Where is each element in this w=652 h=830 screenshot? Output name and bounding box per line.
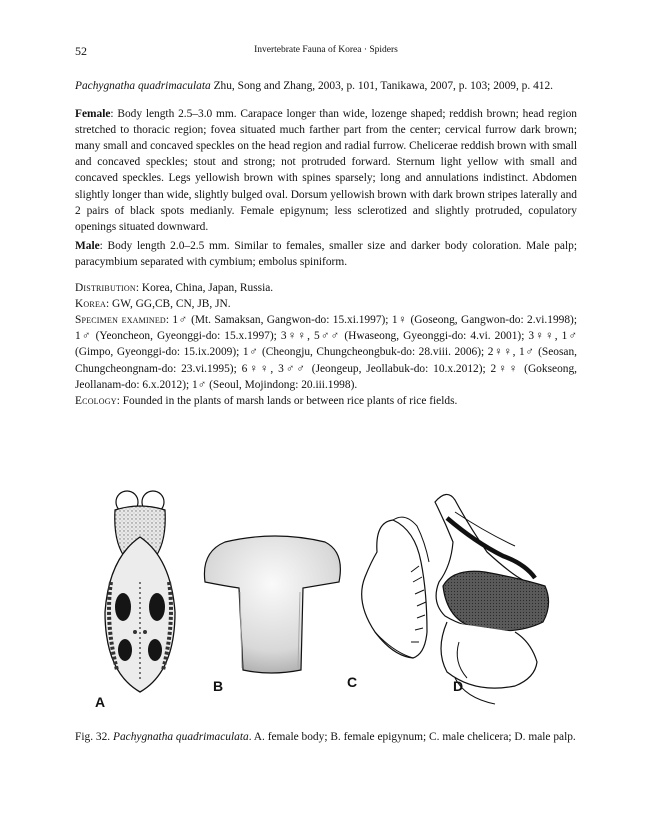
citation-rest: Zhu, Song and Zhang, 2003, p. 101, Tanikawa, 2007, p. 103; 2009, p. 412. [210,80,553,92]
distribution-paragraph [75,280,577,296]
korea-label: Korea [75,298,107,311]
caption-species: Pachygnatha quadrimaculata [112,731,249,743]
female-label: Female [75,108,111,121]
male-label: Male [75,239,100,252]
panel-a-female-body [105,491,175,692]
distribution-label: Distribution [75,282,136,295]
specimens-paragraph [75,312,577,392]
panel-c-male-chelicera [362,517,429,658]
figure-caption [75,730,577,746]
female-text: : Body length 2.5–3.0 mm. Carapace longer than wide, lozenge shaped; reddish brown; head region stretched to thoracic region; fovea situated much farther part from the center; cervical furrow dark brown; many small and concaved speckles on the head region and radial furrow. Chelicerae reddish brown with small and concaved speckles; stout and strong; not protruded forward. Sternum light yellow with small and concaved speckles. Legs yellowish brown with spines sparsely; long and annulations indistinct. Abdomen slightly longer than wide, slightly bulged oval. Dorsum yellowish brown with dark brown stripes laterally and 2 pairs of black spots medianly. Female epigynum; less sclerotized and slightly protruded, copulatory openings situated downward. [75,108,577,233]
panel-label-d: D [453,678,464,694]
ecology-paragraph [75,393,577,409]
caption-prefix: Fig. 32. [75,731,113,743]
panel-label-c: C [347,674,358,690]
synonymy-citation [75,78,577,94]
citation-species: Pachygnatha quadrimaculata [75,80,211,92]
female-description [75,106,577,235]
ecology-label: Ecology [75,394,117,407]
male-description [75,238,577,270]
page-header [75,44,577,60]
korea-text: : GW, GG,CB, CN, JB, JN. [106,298,231,311]
caption-text: . A. female body; B. female epigynum; C. male chelicera; D. male palp. [248,731,576,743]
panel-label-b: B [213,678,224,694]
running-head: Invertebrate Fauna of Korea · Spiders [254,45,398,55]
specimens-text: : 1♂ (Mt. Samaksan, Gangwon-do: 15.xi.1997); 1♀ (Goseong, Gangwon-do: 2.vi.1998); 1♂ (Yeoncheon, Gyeonggi-do: 15.x.1997); 3♀♀, 5♂♂ (Hwaseong, Gyeonggi-do: 4.vi. 2001); 3♀♀, 1♂ (Gimpo, Gyeonggi-do: 15.ix.2009); 1♂ (Cheongju, Chungcheongbuk-do: 28.viii. 2006); 2♀♀, 1♂ (Seosan, Chungcheongnam-do: 23.vi.1995); 6♀♀, 3♂♂ (Jeongeup, Jeollabuk-do: 10.x.2012); 2♀♀ (Gokseong, Jeollanam-do: 6.x.2012); 1♂ (Seoul, Mojindong: 20.iii.1998). [75,314,578,391]
specimens-label: Specimen examined [75,314,166,327]
ecology-text: : Founded in the plants of marsh lands or between rice plants of rice fields. [116,394,458,407]
figure-32 [75,482,577,714]
male-text: : Body length 2.0–2.5 mm. Similar to females, smaller size and darker body coloration. Male palp; paracymbium separated with cymbium; embolus spiniform. [75,239,577,268]
figure-illustration [75,482,577,714]
panel-b-female-epigynum [204,536,340,673]
panel-d-male-palp [435,494,549,704]
korea-paragraph [75,296,577,312]
distribution-text: : Korea, China, Japan, Russia. [135,282,274,295]
panel-label-a: A [95,694,106,710]
body-text [75,78,577,409]
page-number: 52 [75,44,87,58]
